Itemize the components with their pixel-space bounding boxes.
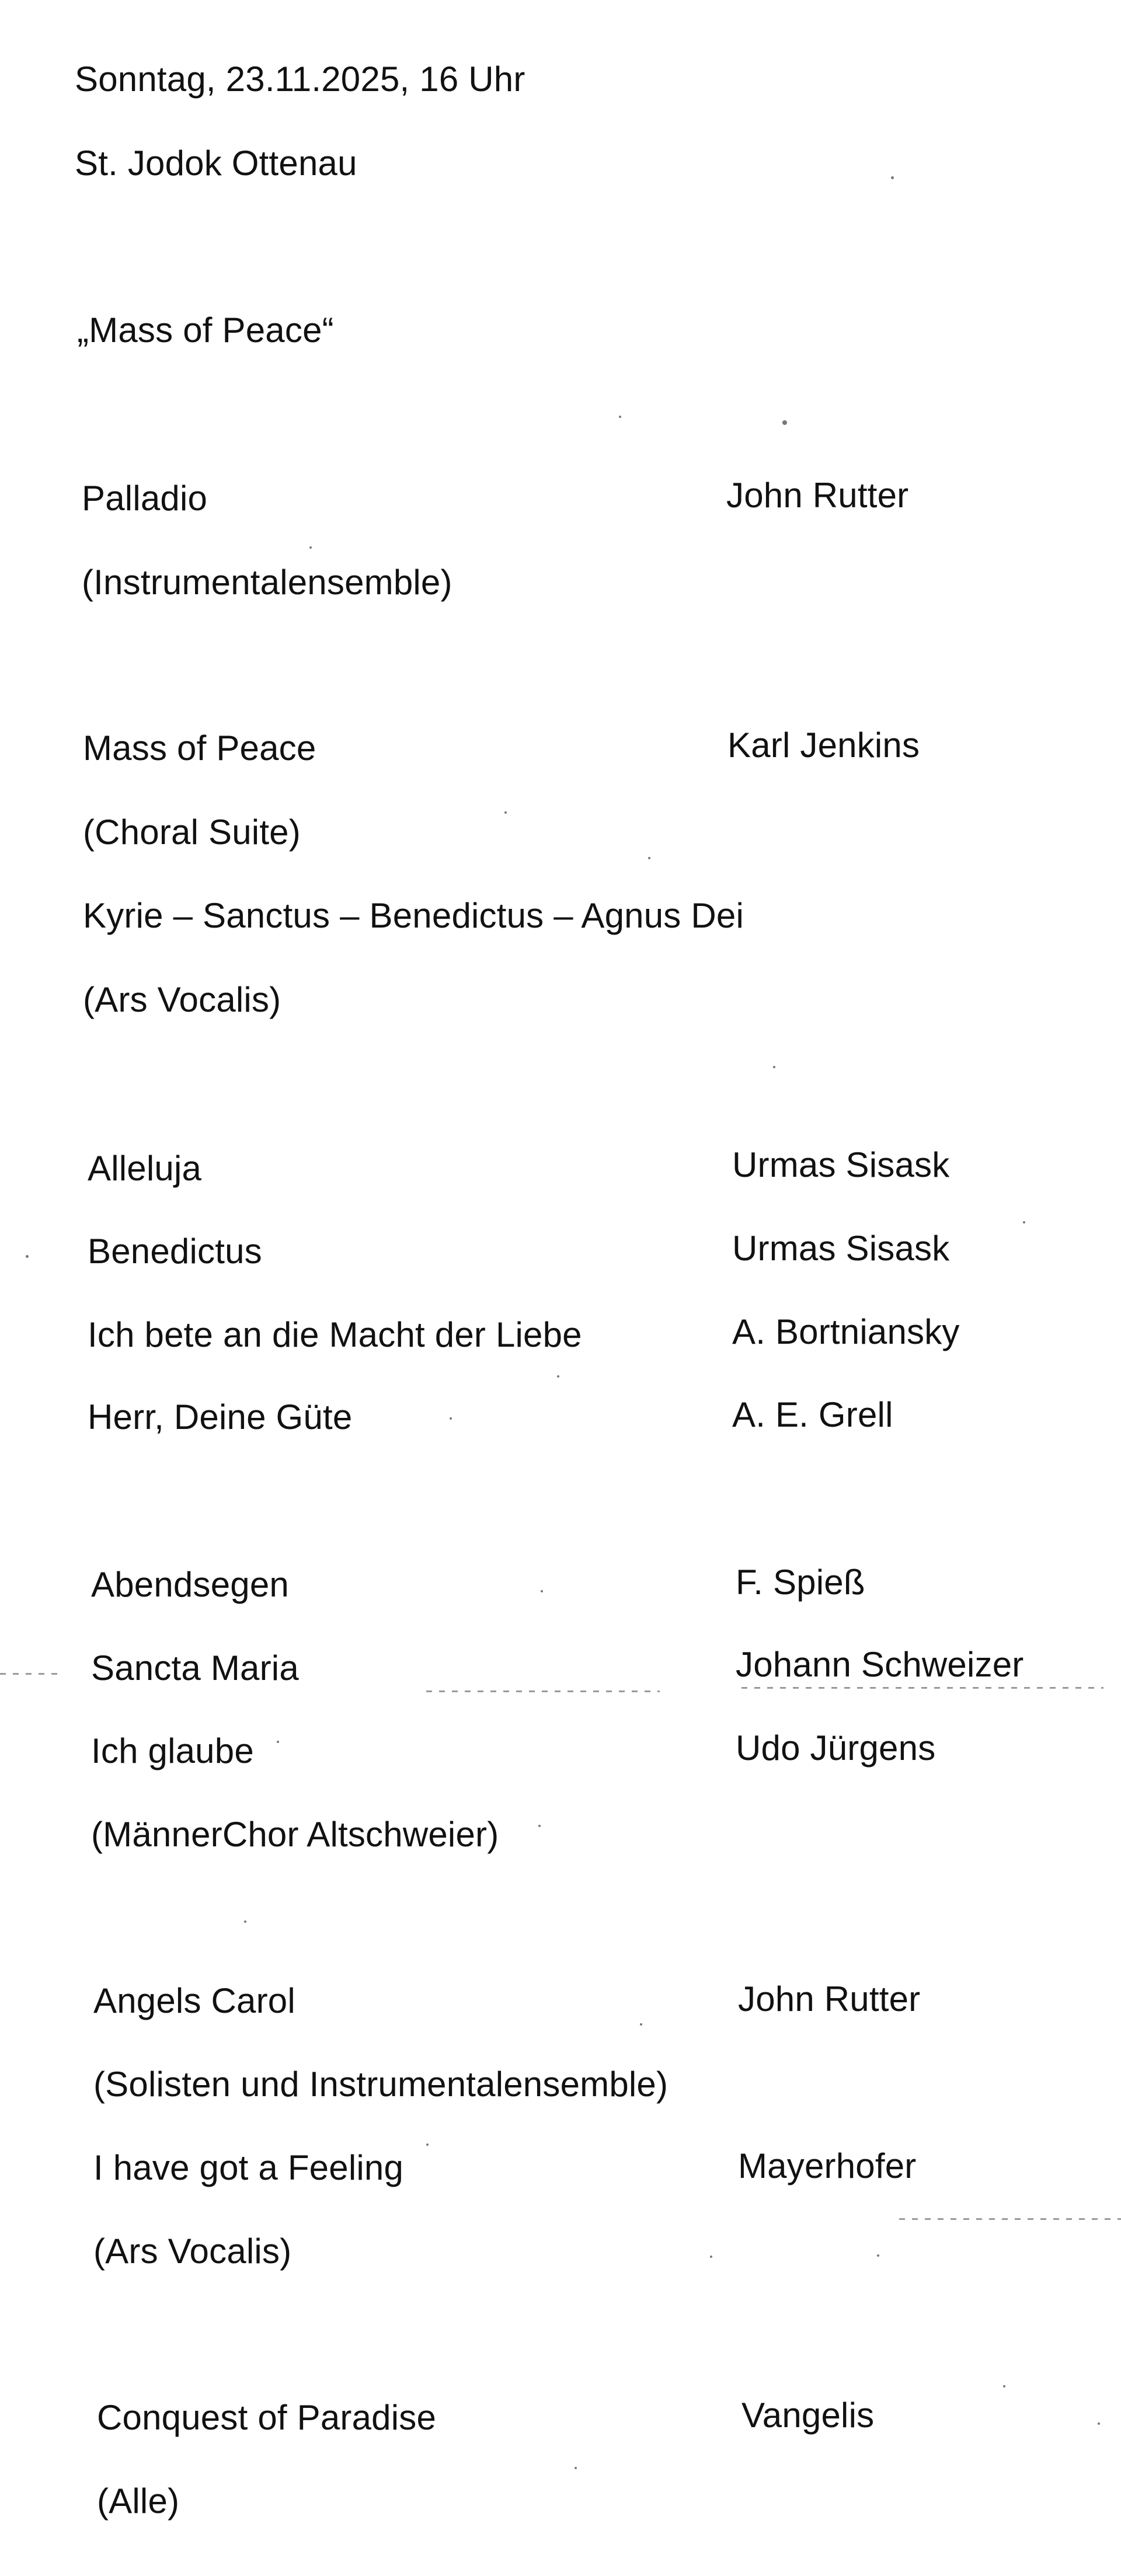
scan-speck <box>619 416 621 418</box>
scan-speck <box>1098 2422 1100 2425</box>
piece-abendsegen: Abendsegen <box>91 1565 289 1604</box>
composer-angels-carol: John Rutter <box>738 1979 921 2019</box>
scan-speck <box>426 2143 429 2146</box>
performers-ars-vocalis: (Ars Vocalis) <box>93 2232 292 2271</box>
scan-dash <box>0 1673 58 1675</box>
scan-speck <box>244 1920 246 1923</box>
scan-speck <box>877 2254 879 2257</box>
scan-speck <box>773 1066 775 1068</box>
performers-palladio: (Instrumentalensemble) <box>82 563 452 602</box>
composer-ich-glaube: Udo Jürgens <box>736 1728 936 1768</box>
scan-speck <box>891 176 894 179</box>
composer-alleluja: Urmas Sisask <box>732 1145 950 1184</box>
scan-speck <box>541 1590 543 1592</box>
piece-ich-glaube: Ich glaube <box>91 1731 254 1770</box>
concert-title: „Mass of Peace“ <box>77 311 334 350</box>
composer-herr-deine-guete: A. E. Grell <box>732 1395 893 1434</box>
scan-dash <box>426 1690 660 1692</box>
scan-speck <box>1023 1221 1025 1223</box>
scan-speck <box>504 811 507 814</box>
scan-speck <box>710 2256 712 2258</box>
scan-speck <box>538 1825 541 1827</box>
piece-mass-of-peace: Mass of Peace <box>83 728 316 768</box>
event-location: St. Jodok Ottenau <box>75 144 357 183</box>
scan-speck <box>26 1255 29 1258</box>
scan-speck <box>309 546 312 549</box>
scan-speck <box>640 2023 642 2026</box>
piece-ich-bete-an: Ich bete an die Macht der Liebe <box>88 1315 582 1354</box>
performers-alle: (Alle) <box>97 2481 180 2521</box>
composer-sancta-maria: Johann Schweizer <box>736 1645 1024 1684</box>
scan-dash <box>741 1687 1103 1689</box>
composer-ich-bete-an: A. Bortniansky <box>732 1312 960 1351</box>
piece-i-have-got-a-feeling: I have got a Feeling <box>93 2148 404 2187</box>
piece-palladio: Palladio <box>82 479 208 518</box>
composer-benedictus: Urmas Sisask <box>732 1229 950 1268</box>
scan-speck <box>450 1417 452 1420</box>
piece-conquest-of-paradise: Conquest of Paradise <box>97 2398 437 2437</box>
performers-maennerchor: (MännerChor Altschweier) <box>91 1815 499 1854</box>
event-date-time: Sonntag, 23.11.2025, 16 Uhr <box>75 60 525 99</box>
scan-speck <box>648 857 650 859</box>
composer-conquest-of-paradise: Vangelis <box>741 2396 875 2435</box>
mass-subtitle: (Choral Suite) <box>83 813 301 852</box>
scan-speck <box>557 1375 559 1378</box>
performers-angels-carol: (Solisten und Instrumentalensemble) <box>93 2065 669 2104</box>
piece-angels-carol: Angels Carol <box>93 1981 295 2020</box>
piece-benedictus: Benedictus <box>88 1232 262 1271</box>
scan-dash <box>899 2218 1121 2220</box>
composer-palladio: John Rutter <box>726 476 909 515</box>
piece-herr-deine-guete: Herr, Deine Güte <box>88 1397 353 1437</box>
performers-mass: (Ars Vocalis) <box>83 980 281 1019</box>
composer-i-have-got-a-feeling: Mayerhofer <box>738 2146 917 2185</box>
composer-abendsegen: F. Spieß <box>736 1563 865 1602</box>
piece-sancta-maria: Sancta Maria <box>91 1648 299 1688</box>
piece-alleluja: Alleluja <box>88 1149 202 1188</box>
scan-speck <box>782 420 787 425</box>
mass-movements: Kyrie – Sanctus – Benedictus – Agnus Dei <box>83 896 744 935</box>
composer-mass-of-peace: Karl Jenkins <box>727 726 920 765</box>
scan-speck <box>1003 2385 1005 2387</box>
scan-speck <box>575 2467 577 2469</box>
scan-speck <box>277 1741 279 1743</box>
